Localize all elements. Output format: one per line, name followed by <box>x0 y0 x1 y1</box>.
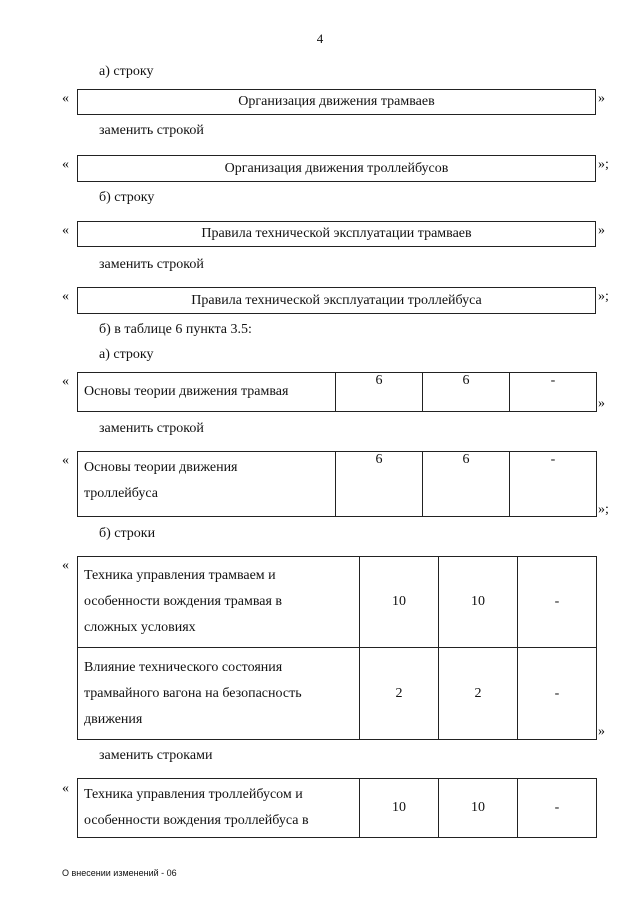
table-new-row <box>77 451 597 517</box>
close-quote-semicolon: »; <box>598 502 609 517</box>
course-name-cell <box>78 648 360 740</box>
hours-total: 2 <box>360 648 439 740</box>
course-name-cell <box>78 452 336 517</box>
item-a-label: а) строку <box>99 64 154 79</box>
course-name-cell <box>78 557 360 648</box>
course-name-line: Влияние технического состояния <box>84 659 283 675</box>
table6-heading: б) в таблице 6 пункта 3.5: <box>99 322 252 337</box>
open-quote: « <box>62 91 69 106</box>
replace-label: заменить строкой <box>99 421 204 436</box>
row-old-text: Правила технической эксплуатации трамваев <box>201 226 472 241</box>
course-name-line: особенности вождения троллейбуса в <box>84 813 309 828</box>
course-name-line: трамвайного вагона на безопасность <box>84 685 302 701</box>
open-quote: « <box>62 289 69 304</box>
hours-total: 6 <box>336 373 423 412</box>
course-name: Основы теории движения трамвая <box>78 373 336 412</box>
open-quote: « <box>62 157 69 172</box>
hours-theory: 6 <box>423 373 510 412</box>
close-quote-semicolon: »; <box>598 157 609 172</box>
close-quote: » <box>598 724 605 739</box>
hours-total: 10 <box>360 557 439 648</box>
hours-theory: 10 <box>439 557 518 648</box>
open-quote: « <box>62 558 69 573</box>
hours-practice: - <box>518 648 597 740</box>
close-quote: » <box>598 91 605 106</box>
open-quote: « <box>62 453 69 468</box>
hours-total: 10 <box>360 779 439 838</box>
table-new-rows <box>77 778 597 838</box>
hours-practice: - <box>518 557 597 648</box>
table-old-rows <box>77 556 597 740</box>
item-b-label: б) строки <box>99 526 156 541</box>
course-name-line: Основы теории движения <box>84 460 238 475</box>
table-old-row <box>77 372 597 412</box>
hours-practice: - <box>518 779 597 838</box>
hours-practice: - <box>510 373 597 412</box>
close-quote: » <box>598 396 605 411</box>
course-name-line: Техника управления трамваем и <box>84 568 276 583</box>
open-quote: « <box>62 223 69 238</box>
row-new-text: Организация движения троллейбусов <box>224 160 449 176</box>
course-name-line: особенности вождения трамвая в <box>84 594 283 609</box>
hours-practice: - <box>510 452 597 517</box>
close-quote: » <box>598 223 605 238</box>
item-b-label: б) строку <box>99 190 155 205</box>
row-new-text: Правила технической эксплуатации троллейбуса <box>191 292 482 308</box>
course-name-line: сложных условиях <box>84 620 196 635</box>
course-name-cell <box>78 779 360 838</box>
replace-rows-label: заменить строками <box>99 748 213 763</box>
hours-theory: 2 <box>439 648 518 740</box>
replace-label: заменить строкой <box>99 257 204 272</box>
row-new-box <box>77 287 596 314</box>
row-old-box <box>77 221 596 247</box>
course-name-line: троллейбуса <box>84 486 158 501</box>
close-quote-semicolon: »; <box>598 289 609 304</box>
replace-label: заменить строкой <box>99 123 204 138</box>
item-a-label: а) строку <box>99 347 154 362</box>
hours-theory: 10 <box>439 779 518 838</box>
course-name-line: движения <box>84 711 143 727</box>
open-quote: « <box>62 781 69 796</box>
footer-doc-name: О внесении изменений - 06 <box>62 868 177 878</box>
row-new-box <box>77 155 596 182</box>
row-old-box <box>77 89 596 115</box>
hours-total: 6 <box>336 452 423 517</box>
open-quote: « <box>62 374 69 389</box>
hours-theory: 6 <box>423 452 510 517</box>
page-number: 4 <box>316 31 324 46</box>
row-old-text: Организация движения трамваев <box>238 94 435 109</box>
course-name-line: Техника управления троллейбусом и <box>84 787 303 802</box>
